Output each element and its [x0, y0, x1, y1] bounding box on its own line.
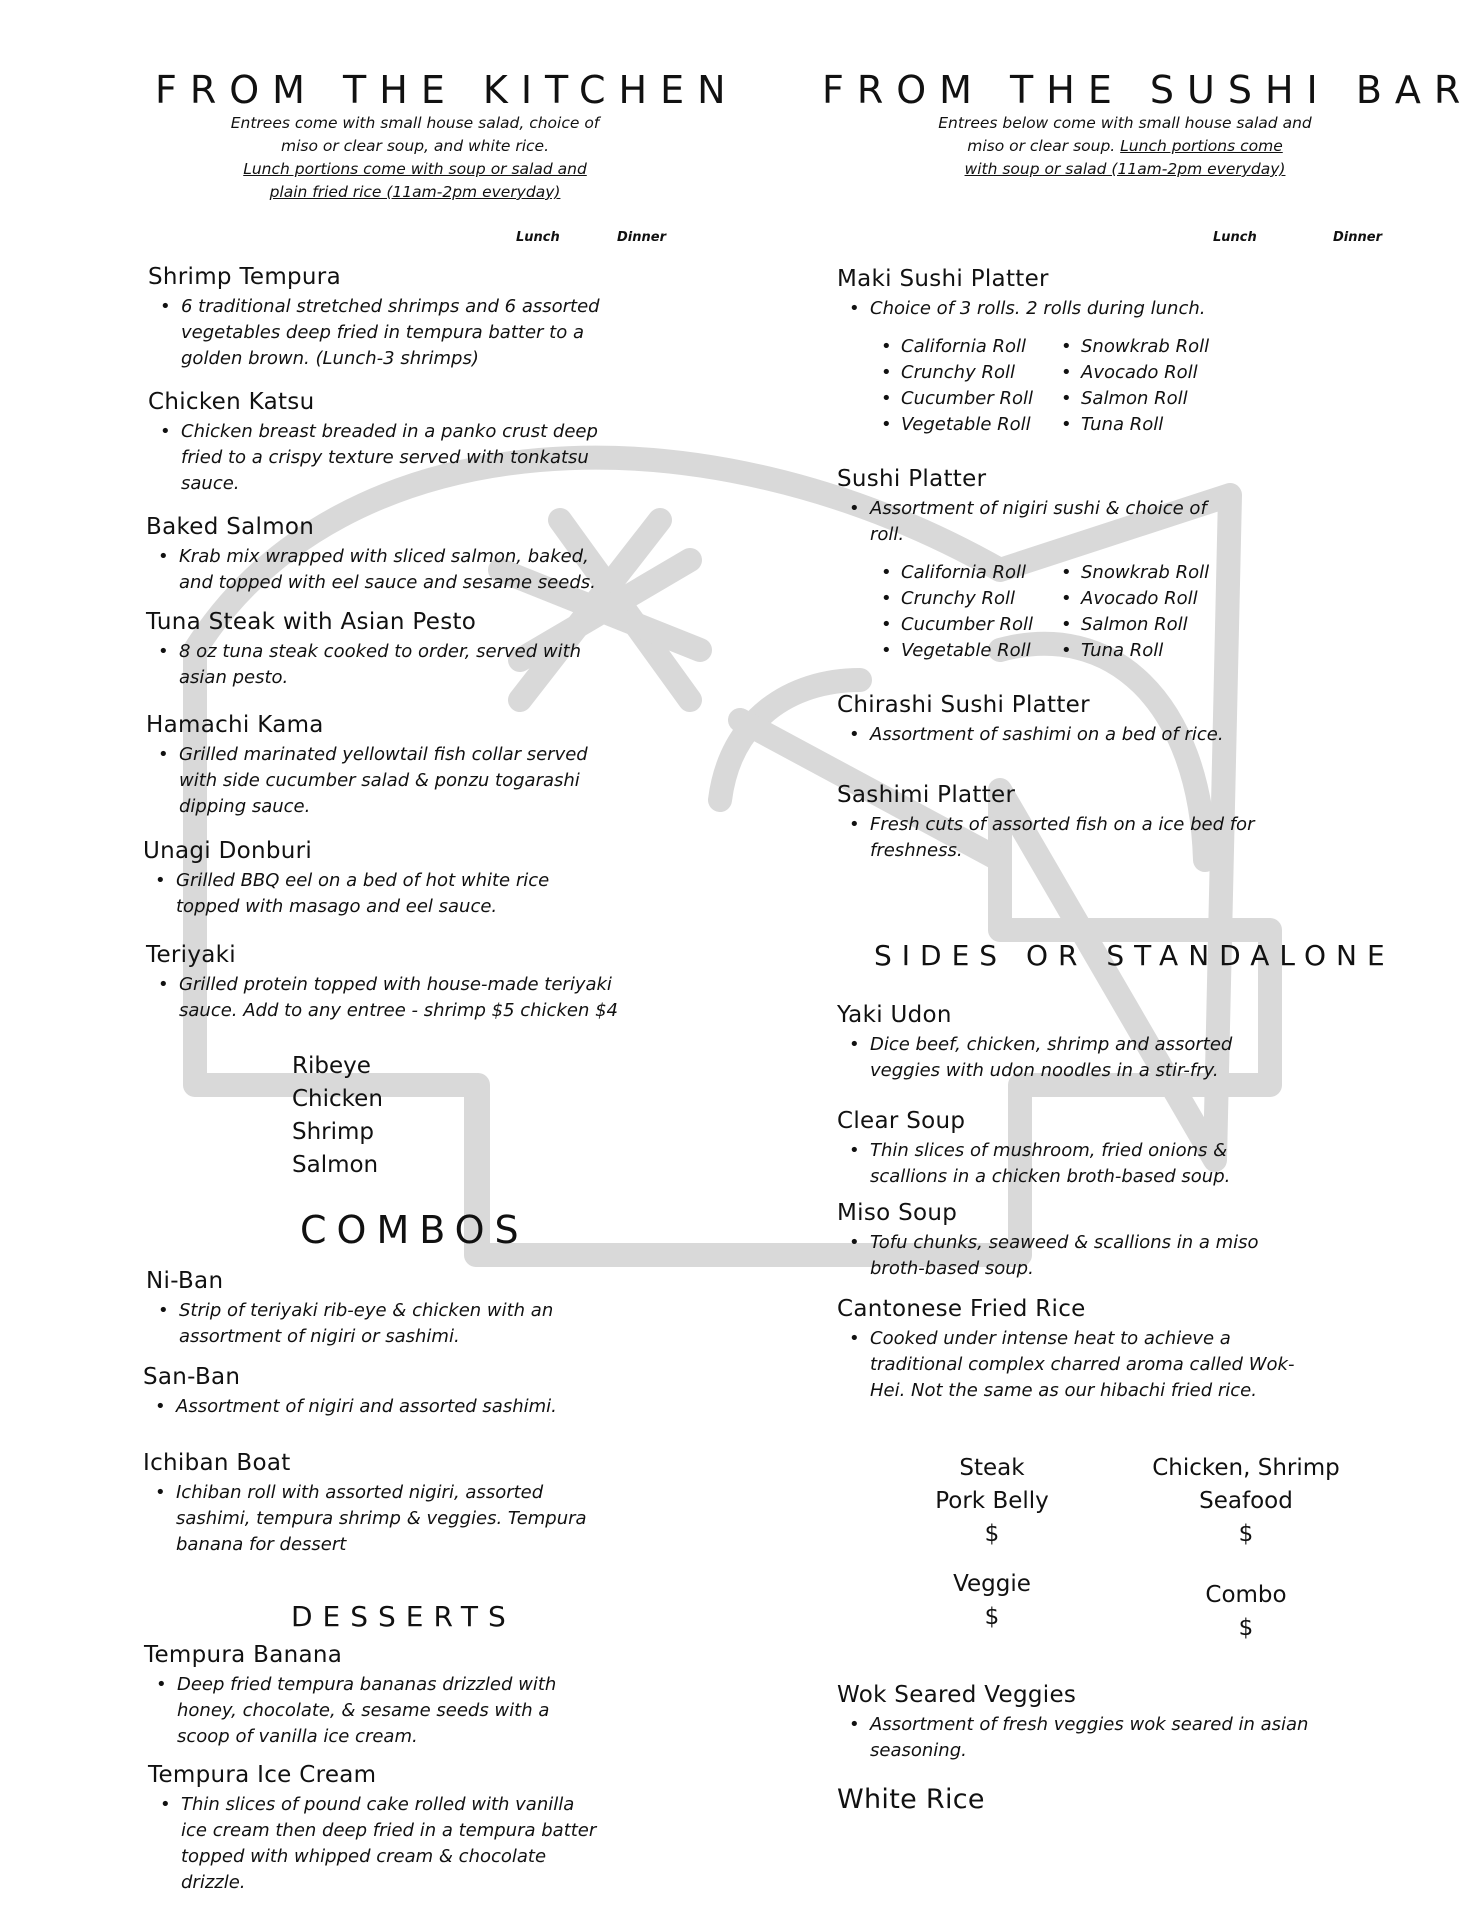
platter-roll-list	[877, 560, 1307, 664]
item-name: Maki Sushi Platter	[837, 266, 1049, 292]
teriyaki-option: Shrimp	[292, 1119, 375, 1145]
sushi-note-line: with soup or salad (11am-2pm everyday)	[964, 160, 1286, 178]
roll-option: • Avocado Roll	[1057, 360, 1237, 386]
item-name: Shrimp Tempura	[148, 264, 341, 290]
item-name: Cantonese Fried Rice	[837, 1296, 1086, 1322]
kitchen-note	[200, 112, 630, 204]
item-desc: • Cooked under intense heat to achieve a traditional complex charred aroma called Wok-Hei. Not the same as our hibachi fried rice.	[837, 1326, 1300, 1404]
teriyaki-options	[292, 1050, 383, 1182]
roll-option: • Crunchy Roll	[877, 360, 1057, 386]
item-name: Ichiban Boat	[143, 1450, 291, 1476]
item-desc: • Thin slices of mushroom, fried onions & scallions in a chicken broth-based soup.	[837, 1138, 1290, 1190]
roll-option: • Salmon Roll	[1057, 612, 1237, 638]
rice-option-line: Seafood	[1199, 1488, 1293, 1514]
teriyaki-option: Chicken	[292, 1086, 383, 1112]
item-name: Hamachi Kama	[146, 712, 324, 738]
sushi-title: FROM THE SUSHI BAR	[822, 68, 1474, 112]
item-desc: • Grilled marinated yellowtail fish collar served with side cucumber salad & ponzu togarashi dipping sauce.	[146, 742, 619, 820]
roll-option: • Salmon Roll	[1057, 386, 1237, 412]
item-desc: • Ichiban roll with assorted nigiri, assorted sashimi, tempura shrimp & veggies. Tempura banana for dessert	[143, 1480, 616, 1558]
sushi-platter	[837, 464, 1307, 664]
side-item	[837, 1294, 1307, 1404]
item-desc: • 6 traditional stretched shrimps and 6 assorted vegetables deep fried in tempura batter to a golden brown. (Lunch-3 shrimps)	[148, 294, 601, 372]
roll-option: • Vegetable Roll	[877, 638, 1057, 664]
combo-item	[146, 1266, 626, 1350]
kitchen-note-line: plain fried rice (11am-2pm everyday)	[269, 183, 561, 201]
item-name: San-Ban	[143, 1364, 241, 1390]
item-desc: • Assortment of nigiri sushi & choice of roll.	[837, 496, 1230, 548]
rice-option-price: $	[1238, 1521, 1254, 1547]
item-name: Ni-Ban	[146, 1268, 224, 1294]
rice-option-veggie	[892, 1568, 1092, 1634]
kitchen-title: FROM THE KITCHEN	[155, 68, 739, 112]
item-desc: • Grilled protein topped with house-made teriyaki sauce. Add to any entree - shrimp $5 chicken $4	[146, 972, 619, 1024]
roll-option: • Tuna Roll	[1057, 638, 1237, 664]
rice-option-line: Chicken, Shrimp	[1152, 1455, 1340, 1481]
item-desc: • Assortment of sashimi on a bed of rice.	[837, 722, 1307, 748]
sushi-note-line: Entrees below come with small house salad and	[938, 114, 1312, 132]
rice-option-line: Combo	[1205, 1582, 1287, 1608]
side-item	[837, 1000, 1307, 1084]
item-name: Sashimi Platter	[837, 782, 1016, 808]
kitchen-item	[148, 262, 628, 372]
kitchen-lunch-label: Lunch	[516, 230, 560, 245]
item-name: Sushi Platter	[837, 466, 987, 492]
item-desc: • Assortment of nigiri and assorted sashimi.	[143, 1394, 616, 1420]
item-name: Tuna Steak with Asian Pesto	[146, 609, 477, 635]
kitchen-item	[146, 940, 626, 1024]
wok-seared-veggies	[837, 1680, 1307, 1764]
kitchen-note-line: miso or clear soup, and white rice.	[280, 137, 549, 155]
chirashi-platter	[837, 690, 1307, 748]
kitchen-item	[146, 512, 626, 596]
kitchen-item	[143, 836, 623, 920]
rice-option-chicken	[1126, 1452, 1366, 1551]
roll-option: • Snowkrab Roll	[1057, 334, 1237, 360]
roll-option: • California Roll	[877, 334, 1057, 360]
dessert-item	[148, 1760, 628, 1896]
item-name: Teriyaki	[146, 942, 236, 968]
kitchen-item	[148, 387, 628, 497]
item-desc: • Deep fried tempura bananas drizzled with honey, chocolate, & sesame seeds with a scoop of vanilla ice cream.	[144, 1672, 597, 1750]
sushi-note-line: miso or clear soup.	[967, 137, 1121, 155]
roll-option: • Tuna Roll	[1057, 412, 1237, 438]
item-desc: • Tofu chunks, seaweed & scallions in a miso broth-based soup.	[837, 1230, 1290, 1282]
white-rice-item: White Rice	[837, 1784, 985, 1815]
item-name: Tempura Ice Cream	[148, 1762, 377, 1788]
item-desc: • Chicken breast breaded in a panko crust deep fried to a crispy texture served with tonkatsu sauce.	[148, 419, 621, 497]
roll-option: • Vegetable Roll	[877, 412, 1057, 438]
kitchen-dinner-label: Dinner	[617, 230, 666, 245]
item-desc: • Krab mix wrapped with sliced salmon, baked, and topped with eel sauce and sesame seeds.	[146, 544, 619, 596]
sides-title: SIDES OR STANDALONE	[874, 939, 1395, 972]
item-desc: • Dice beef, chicken, shrimp and assorted veggies with udon noodles in a stir-fry.	[837, 1032, 1290, 1084]
rice-option-line: Pork Belly	[935, 1488, 1049, 1514]
desserts-title: DESSERTS	[291, 1600, 516, 1633]
sushi-dinner-label: Dinner	[1333, 230, 1382, 245]
combo-item	[143, 1362, 623, 1420]
side-item	[837, 1198, 1307, 1282]
rice-option-line: Steak	[959, 1455, 1025, 1481]
teriyaki-option: Ribeye	[292, 1053, 371, 1079]
sushi-lunch-label: Lunch	[1213, 230, 1257, 245]
item-desc: • Assortment of fresh veggies wok seared in asian seasoning.	[837, 1712, 1330, 1764]
rice-option-price: $	[984, 1604, 1000, 1630]
item-desc: • Choice of 3 rolls. 2 rolls during lunch.	[837, 296, 1307, 322]
item-name: Chicken Katsu	[148, 389, 315, 415]
item-desc: • Strip of teriyaki rib-eye & chicken with an assortment of nigiri or sashimi.	[146, 1298, 599, 1350]
roll-option: • California Roll	[877, 560, 1057, 586]
rice-option-price: $	[1238, 1615, 1254, 1641]
side-item	[837, 1106, 1307, 1190]
kitchen-note-line: Entrees come with small house salad, choice of	[230, 114, 600, 132]
maki-platter	[837, 264, 1307, 438]
rice-option-combo	[1146, 1579, 1346, 1645]
item-desc: • Fresh cuts of assorted fish on a ice bed for freshness.	[837, 812, 1260, 864]
item-desc: • 8 oz tuna steak cooked to order, served with asian pesto.	[146, 639, 619, 691]
item-desc: • Thin slices of pound cake rolled with vanilla ice cream then deep fried in a tempura batter topped with whipped cream & chocolate drizzle.	[148, 1792, 601, 1896]
rice-option-line: Veggie	[953, 1571, 1031, 1597]
item-desc: • Grilled BBQ eel on a bed of hot white rice topped with masago and eel sauce.	[143, 868, 596, 920]
item-name: Baked Salmon	[146, 514, 315, 540]
sushi-note	[900, 112, 1350, 181]
roll-option: • Snowkrab Roll	[1057, 560, 1237, 586]
roll-option: • Crunchy Roll	[877, 586, 1057, 612]
item-name: Yaki Udon	[837, 1002, 952, 1028]
kitchen-item	[146, 607, 626, 691]
sushi-note-line: Lunch portions come	[1120, 137, 1283, 155]
item-name: Tempura Banana	[144, 1642, 343, 1668]
maki-roll-list	[877, 334, 1307, 438]
combos-title: COMBOS	[300, 1208, 529, 1252]
combo-item	[143, 1448, 623, 1558]
kitchen-note-line: Lunch portions come with soup or salad and	[243, 160, 587, 178]
roll-option: • Cucumber Roll	[877, 612, 1057, 638]
item-name: Wok Seared Veggies	[837, 1682, 1077, 1708]
teriyaki-option: Salmon	[292, 1152, 379, 1178]
dessert-item	[144, 1640, 624, 1750]
rice-option-steak	[892, 1452, 1092, 1551]
roll-option: • Avocado Roll	[1057, 586, 1237, 612]
sashimi-platter	[837, 780, 1307, 864]
item-name: Chirashi Sushi Platter	[837, 692, 1090, 718]
item-name: Clear Soup	[837, 1108, 966, 1134]
kitchen-item	[146, 710, 626, 820]
item-name: Miso Soup	[837, 1200, 958, 1226]
rice-option-price: $	[984, 1521, 1000, 1547]
item-name: Unagi Donburi	[143, 838, 313, 864]
roll-option: • Cucumber Roll	[877, 386, 1057, 412]
